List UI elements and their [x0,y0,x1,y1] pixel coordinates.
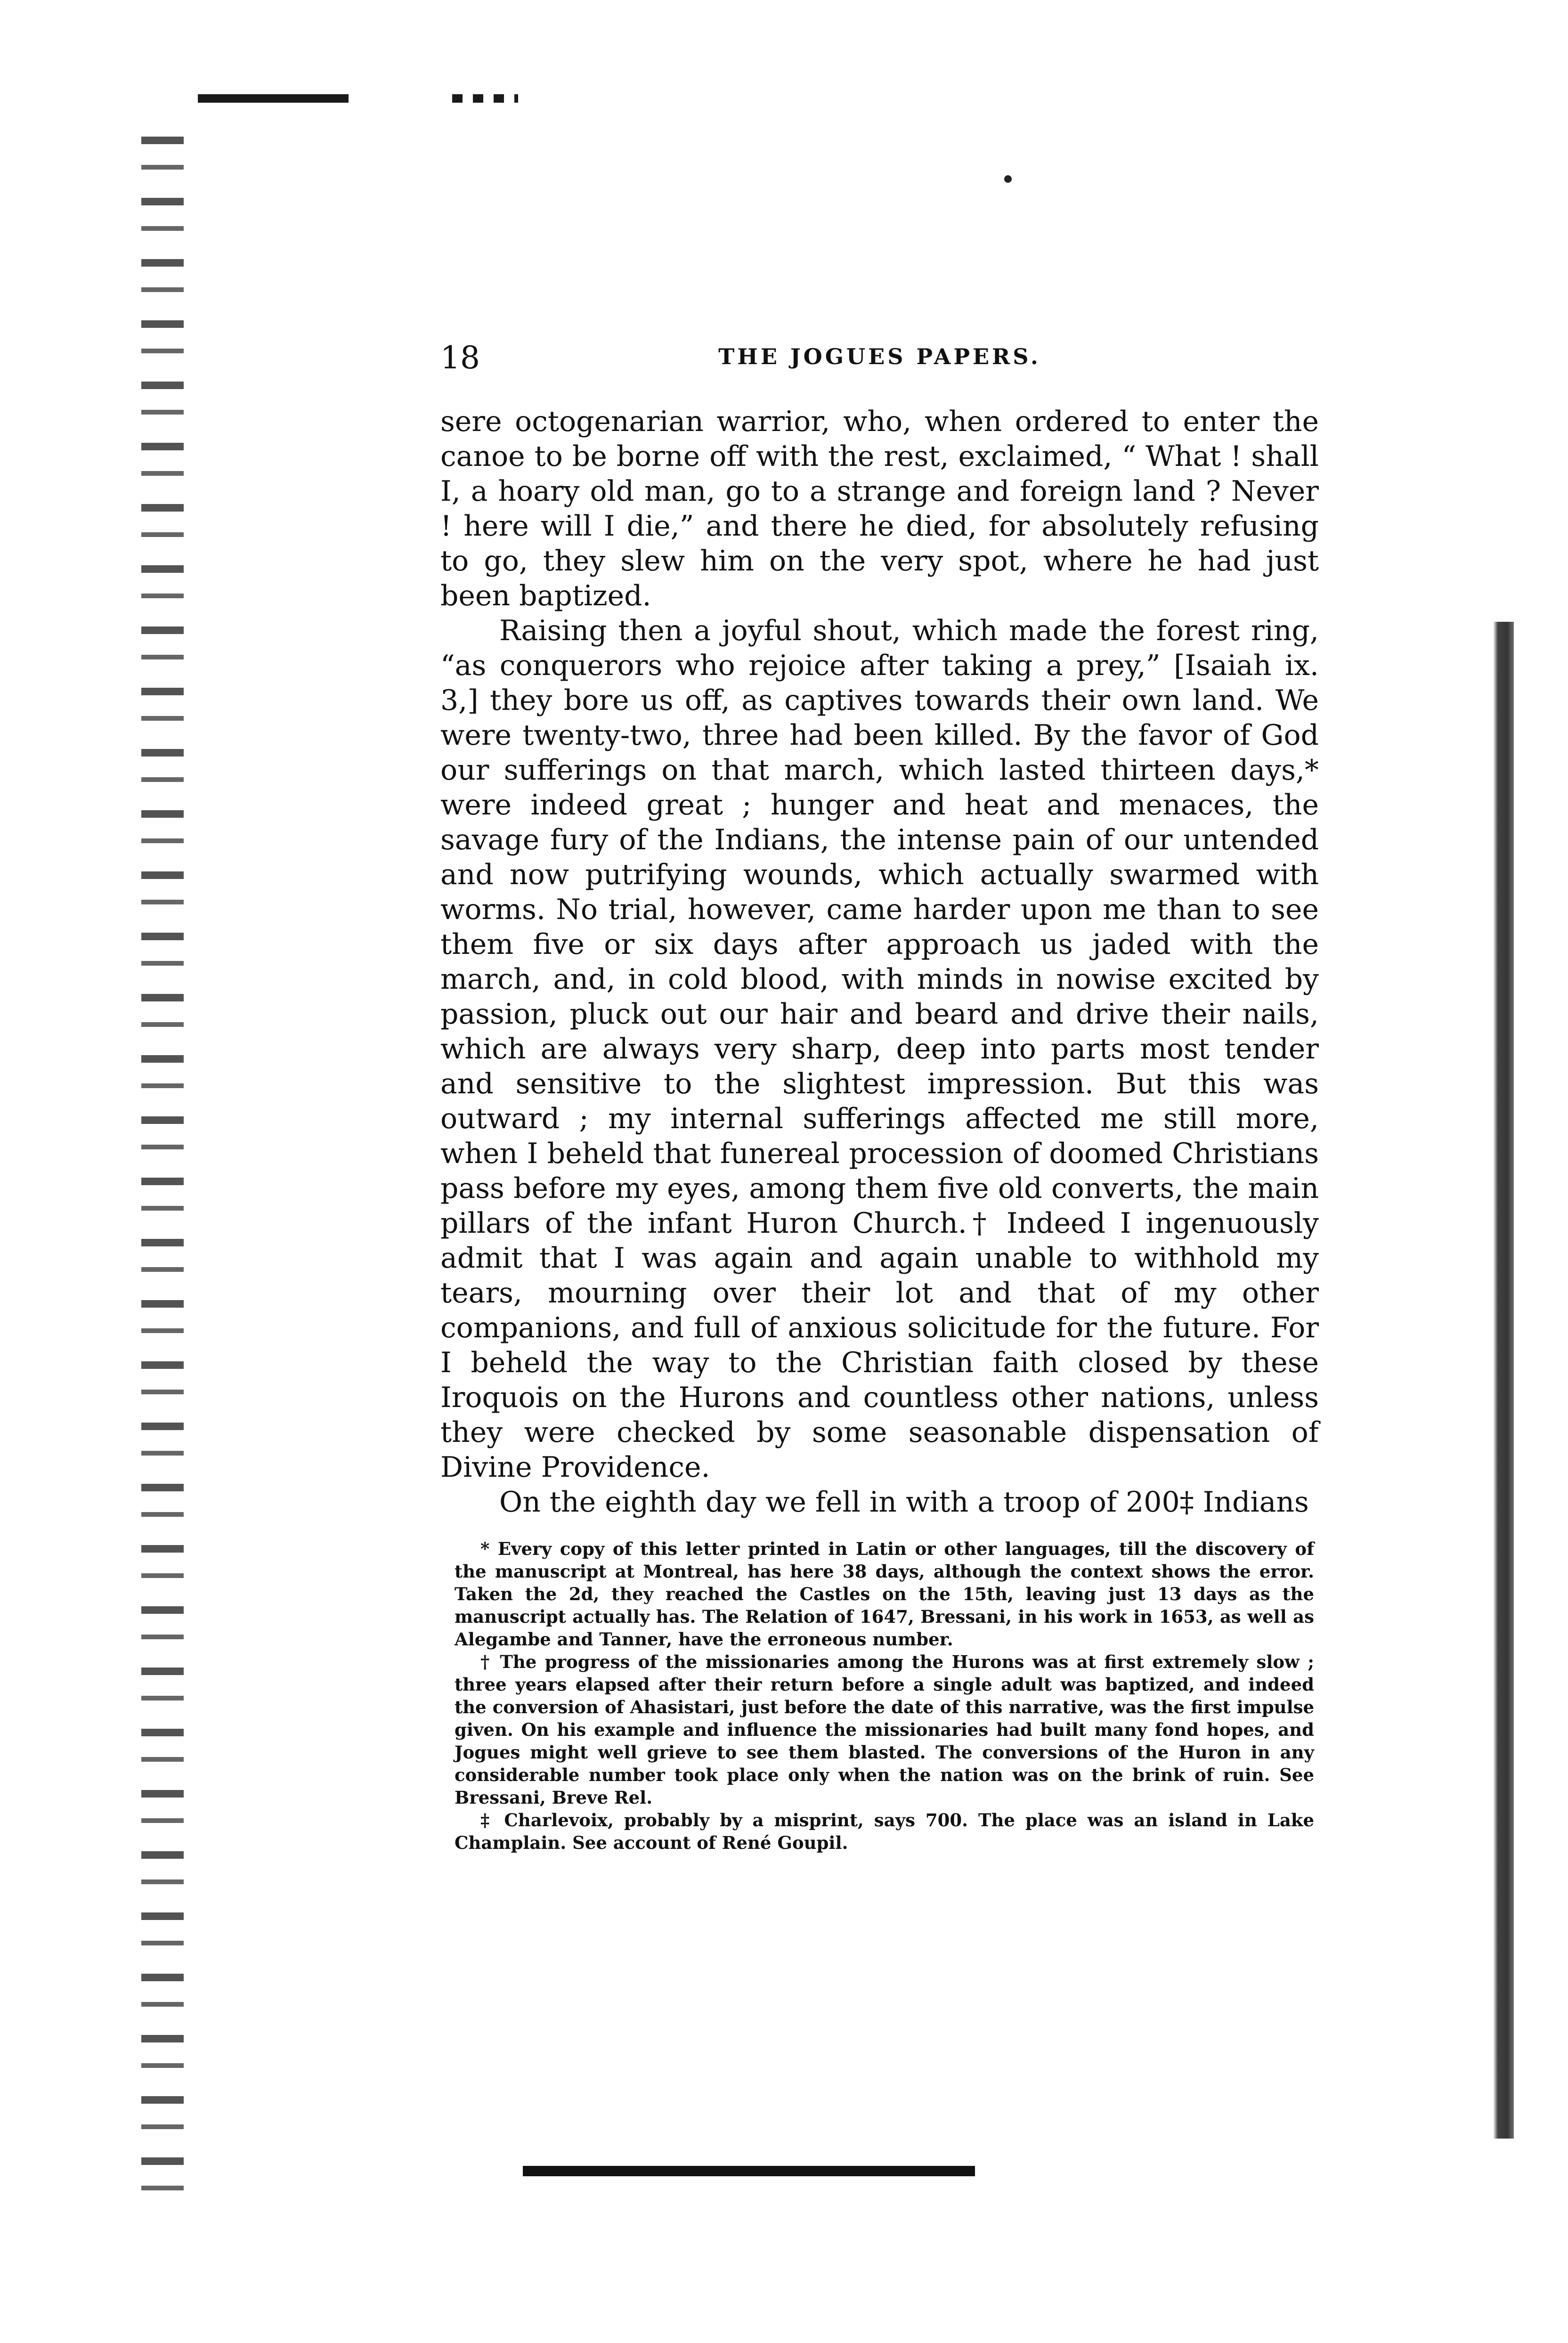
paragraph-continuation: sere octogenarian warrior, who, when ordered to enter the canoe to be borne off with the rest, exclaimed, “ What ! shall I, a hoary old man, go to a strange and foreign land ? Never ! here will I die,” and there he died, for absolutely refusing to go, they slew him on the very spot, where he had just been baptized. [440,405,1319,612]
page-header [440,339,1319,377]
paragraph: On the eighth day we fell in with a troop of 200‡ Indians [499,1486,1309,1519]
scan-artifact-bottom-bar [523,2166,975,2176]
footnotes [440,1538,1319,1854]
footnote: † The progress of the missionaries among the Hurons was at first extremely slow ; three years elapsed after their return before a single adult was baptized, and indeed the conversion of Ahasistari, just before the date of this narrative, was the first impulse given. On his example and influence the missionaries had built many fond hopes, and Jogues might well grieve to see them blasted. The conversions of the Huron in any considerable number took place only when the nation was on the brink of ruin. See Bressani, Breve Rel. [455,1651,1314,1808]
scan-artifact-top-dashes [452,94,518,103]
footnote: * Every copy of this letter printed in Latin or other languages, till the discovery of the manuscript at Montreal, has here 38 days, although the context shows the error. Taken the 2d, they reached the Castles on the 15th, leaving just 13 days as the manuscript actually has. The Relation of 1647, Bressani, in his work in 1653, as well as Alegambe and Tanner, have the erroneous number. [455,1538,1314,1650]
page-number: 18 [440,340,480,376]
footnote: ‡ Charlevoix, probably by a misprint, says 700. The place was an island in Lake Champlain. See account of René Goupil. [455,1810,1314,1853]
running-head: THE JOGUES PAPERS. [718,344,1041,369]
scan-artifact-right-edge [1493,622,1514,2139]
paragraph: Raising then a joyful shout, which made the forest ring, “as conquerors who rejoice after taking a prey,” [Isaiah ix. 3,] they bore us off, as captives towards their own land. We were twenty-two, three had been killed. By the favor of God our sufferings on that march, which lasted thirteen days,* were indeed great ; hunger and heat and menaces, the savage fury of the Indians, the intense pain of our untended and now putrifying wounds, which actually swarmed with worms. No trial, however, came harder upon me than to see them five or six days after approach us jaded with the march, and, in cold blood, with minds in nowise excited by passion, pluck out our hair and beard and drive their nails, which are always very sharp, deep into parts most tender and sensitive to the slightest impression. But this was outward ; my internal sufferings affected me still more, when I beheld that funereal procession of doomed Christians pass before my eyes, among them five old converts, the main pillars of the infant Huron Church.† Indeed I ingenuously admit that I was again and again unable to withhold my tears, mourning over their lot and that of my other companions, and full of anxious solicitude for the future. For I beheld the way to the Christian faith closed by these Iroquois on the Hurons and countless other nations, unless they were checked by some seasonable dispensation of Divine Providence. [440,614,1319,1484]
body-text [440,404,1319,1520]
scan-artifact-left-edge [141,137,184,2200]
scan-artifact-dot [1004,175,1012,183]
scan-artifact-top-bar [198,94,349,103]
book-page [440,339,1319,1854]
